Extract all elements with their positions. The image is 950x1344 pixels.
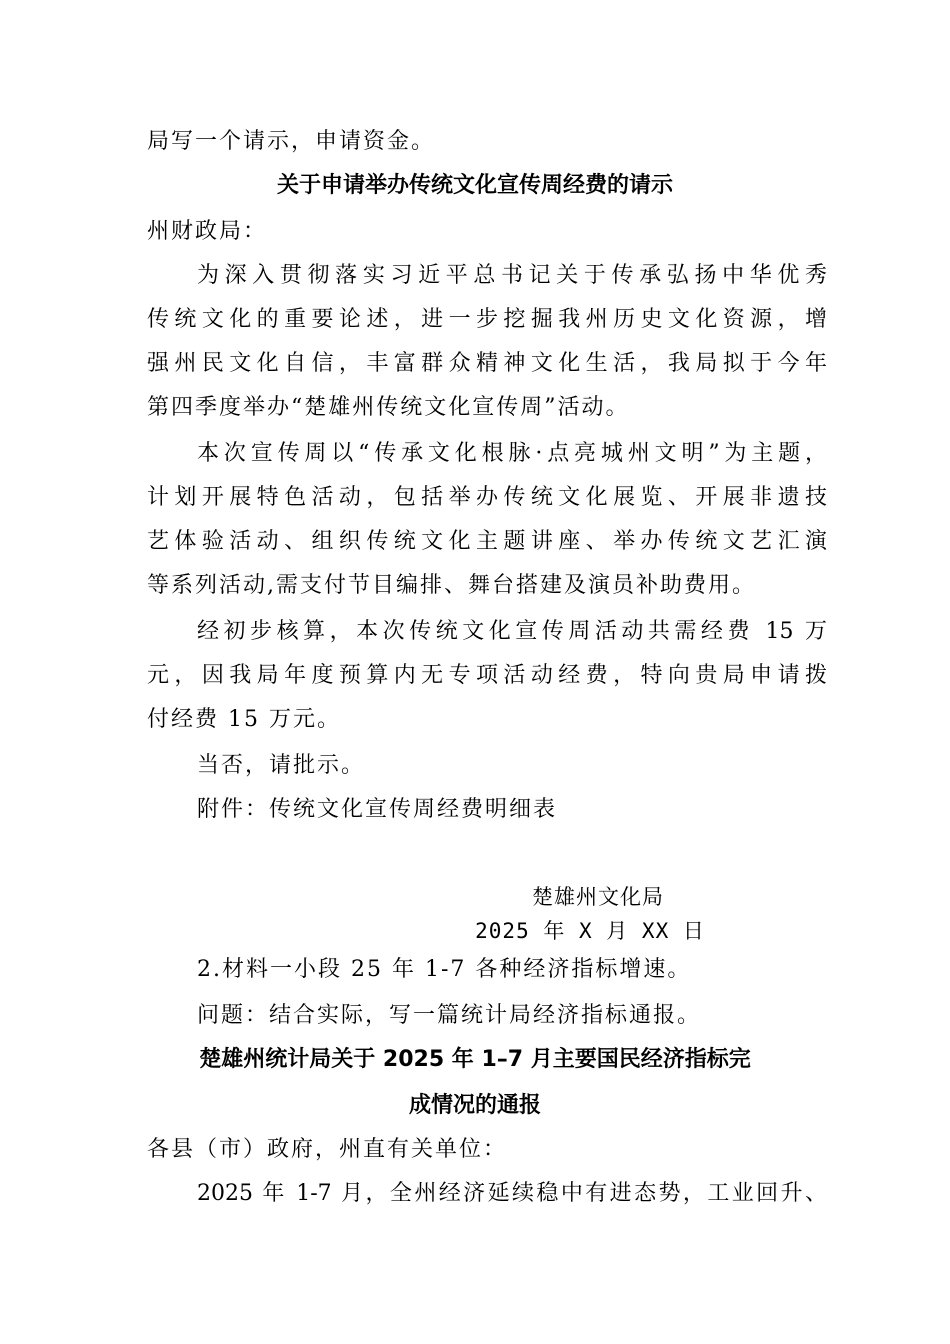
request-para3-line1: 经初步核算，本次传统文化宣传周活动共需经费 15 万	[197, 619, 827, 644]
request-closing: 当否，请批示。	[197, 753, 366, 778]
request-title: 关于申请举办传统文化宣传周经费的请示	[276, 173, 673, 198]
request-para2-line4: 等系列活动,需支付节目编排、舞台搭建及演员补助费用。	[147, 573, 756, 598]
request-para1-line2: 传统文化的重要论述，进一步挖掘我州历史文化资源，增	[147, 307, 827, 332]
request-para1-line3: 强州民文化自信，丰富群众精神文化生活，我局拟于今年	[147, 351, 827, 376]
question2-material: 2.材料一小段 25 年 1-7 各种经济指标增速。	[197, 957, 692, 982]
bulletin-title-line1: 楚雄州统计局关于 2025 年 1–7 月主要国民经济指标完	[199, 1047, 751, 1072]
request-signer: 楚雄州文化局	[532, 885, 664, 909]
request-para1-line1: 为深入贯彻落实习近平总书记关于传承弘扬中华优秀	[197, 263, 827, 288]
intro-line: 局写一个请示，申请资金。	[147, 129, 436, 154]
request-para2-line2: 计划开展特色活动，包括举办传统文化展览、开展非遗技	[147, 485, 827, 510]
request-para3-line2: 元，因我局年度预算内无专项活动经费，特向贵局申请拨	[147, 663, 827, 688]
request-addressee: 州财政局：	[147, 219, 268, 244]
request-para2-line1: 本次宣传周以“传承文化根脉·点亮城州文明”为主题，	[197, 441, 827, 466]
request-para3-line3: 付经费 15 万元。	[147, 707, 341, 732]
request-date: 2025 年 X 月 XX 日	[475, 919, 705, 943]
request-para2-line3: 艺体验活动、组织传统文化主题讲座、举办传统文艺汇演	[147, 529, 827, 554]
request-attachment: 附件：传统文化宣传周经费明细表	[197, 797, 558, 822]
request-para1-line4: 第四季度举办“楚雄州传统文化宣传周”活动。	[147, 395, 630, 420]
bulletin-para1-line1: 2025 年 1-7 月，全州经济延续稳中有进态势，工业回升、	[197, 1181, 827, 1206]
question2-question: 问题：结合实际，写一篇统计局经济指标通报。	[197, 1003, 702, 1028]
bulletin-addressee: 各县（市）政府，州直有关单位：	[147, 1137, 508, 1162]
bulletin-title-line2: 成情况的通报	[408, 1093, 541, 1118]
